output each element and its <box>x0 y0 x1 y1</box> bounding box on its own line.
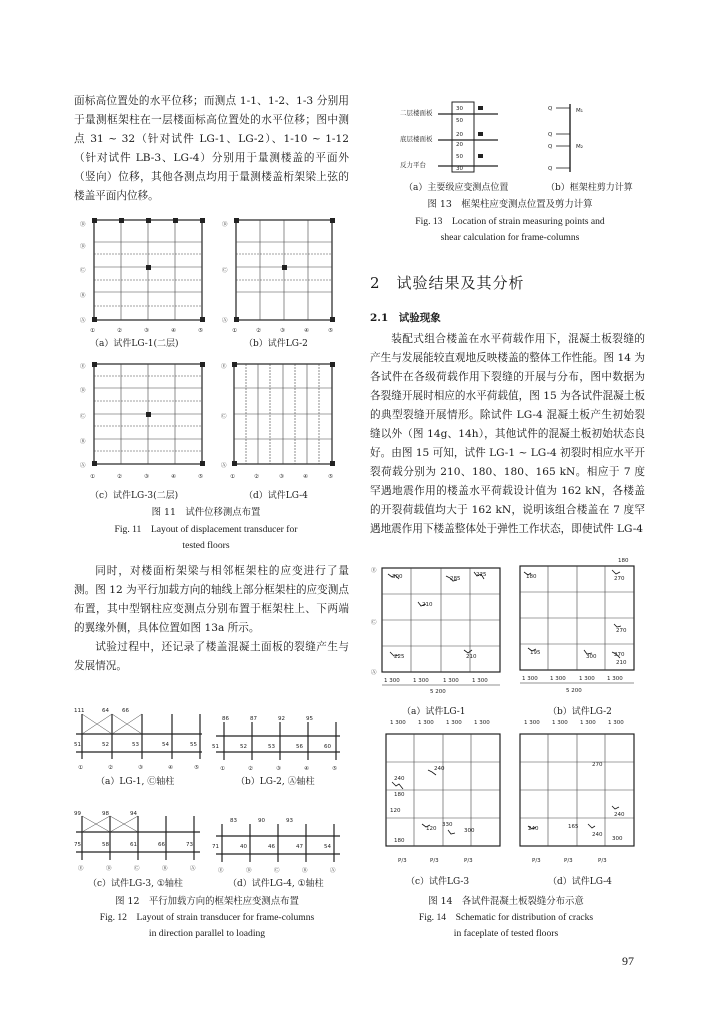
fig14-sub-a: （a）试件LG-1 <box>402 707 466 717</box>
figure-14-a <box>368 562 508 700</box>
svg-text:②: ② <box>117 328 122 334</box>
svg-text:1 300: 1 300 <box>524 720 540 726</box>
paragraph: 试验过程中，还记录了楼盖混凝土面板的裂缝产生与发展情况。 <box>74 641 349 672</box>
svg-text:210: 210 <box>616 660 627 666</box>
svg-text:225: 225 <box>394 654 405 660</box>
svg-text:270: 270 <box>614 576 625 582</box>
svg-text:300: 300 <box>392 574 403 580</box>
svg-text:1 300: 1 300 <box>552 720 568 726</box>
svg-text:64: 64 <box>102 708 109 714</box>
svg-text:93: 93 <box>286 818 293 824</box>
svg-text:1 300: 1 300 <box>418 720 434 726</box>
svg-text:Ⓒ: Ⓒ <box>221 414 227 420</box>
svg-text:M₂: M₂ <box>576 144 583 150</box>
svg-text:92: 92 <box>278 716 285 722</box>
svg-text:225: 225 <box>476 572 487 578</box>
section-heading: 2 试验结果及其分析 <box>370 274 525 292</box>
svg-text:Ⓒ: Ⓒ <box>222 268 228 274</box>
fig13-caption-en-2: shear calculation for frame-columns <box>440 232 580 243</box>
svg-text:47: 47 <box>296 844 303 850</box>
svg-text:180: 180 <box>394 838 405 844</box>
svg-text:61: 61 <box>130 842 137 848</box>
svg-text:②: ② <box>117 474 122 480</box>
svg-text:④: ④ <box>304 766 309 772</box>
svg-text:①: ① <box>78 765 83 771</box>
svg-text:③: ③ <box>144 474 149 480</box>
fig13-caption-cn: 图 13 框架柱应变测点位置及剪力计算 <box>427 199 593 210</box>
fig13-label-pedestal: 反力平台 <box>400 161 426 169</box>
svg-text:Ⓐ: Ⓐ <box>80 463 86 469</box>
svg-text:285: 285 <box>450 576 461 582</box>
svg-text:1 300: 1 300 <box>580 720 596 726</box>
svg-text:1 300: 1 300 <box>390 720 406 726</box>
svg-text:83: 83 <box>230 818 237 824</box>
svg-text:270: 270 <box>616 628 627 634</box>
svg-text:1 300: 1 300 <box>550 676 566 682</box>
svg-text:51: 51 <box>74 742 81 748</box>
svg-text:330: 330 <box>442 822 453 828</box>
svg-text:P/3: P/3 <box>464 858 473 864</box>
svg-text:Ⓒ: Ⓒ <box>274 868 280 874</box>
svg-text:④: ④ <box>303 474 308 480</box>
svg-text:⑤: ⑤ <box>198 474 203 480</box>
svg-text:94: 94 <box>130 811 137 817</box>
svg-text:210: 210 <box>422 602 433 608</box>
fig12-caption-en-1: Fig. 12 Layout of strain transducer for frame-columns <box>99 912 315 923</box>
svg-text:40: 40 <box>240 844 247 850</box>
fig12-sub-a: （a）LG-1, Ⓒ轴柱 <box>96 777 175 787</box>
svg-text:⑤: ⑤ <box>194 765 199 771</box>
svg-text:Q: Q <box>548 106 553 112</box>
figure-11-b <box>218 212 338 334</box>
svg-text:73: 73 <box>186 842 193 848</box>
svg-text:Ⓒ: Ⓒ <box>371 620 377 626</box>
right-body-text <box>370 330 645 539</box>
svg-text:30: 30 <box>456 166 463 172</box>
svg-text:Ⓔ: Ⓔ <box>371 568 377 574</box>
figure-12-d <box>210 816 342 874</box>
fig14-caption-en-2: in faceplate of tested floors <box>453 928 559 939</box>
svg-text:53: 53 <box>268 744 275 750</box>
svg-text:240: 240 <box>528 826 539 832</box>
svg-text:Ⓓ: Ⓓ <box>246 868 252 874</box>
svg-text:66: 66 <box>122 708 129 714</box>
svg-text:Ⓓ: Ⓓ <box>222 222 228 228</box>
svg-text:1 300: 1 300 <box>443 678 459 684</box>
svg-text:53: 53 <box>132 742 139 748</box>
svg-text:Ⓐ: Ⓐ <box>190 866 196 872</box>
left-mid-text <box>74 562 349 676</box>
svg-text:②: ② <box>248 766 253 772</box>
svg-text:Ⓓ: Ⓓ <box>106 866 112 872</box>
fig12-sub-c: （c）试件LG-3, ①轴柱 <box>88 879 183 889</box>
fig13-sub-a: （a）主要级应变测点位置 <box>404 183 509 193</box>
svg-text:Ⓒ: Ⓒ <box>80 414 86 420</box>
figure-14-b <box>508 552 642 700</box>
svg-text:58: 58 <box>102 842 109 848</box>
fig14-sub-d: （d）试件LG-4 <box>548 877 612 887</box>
svg-text:50: 50 <box>456 154 463 160</box>
svg-text:Ⓐ: Ⓐ <box>222 318 228 324</box>
svg-text:5 200: 5 200 <box>430 689 446 695</box>
svg-text:①: ① <box>90 328 95 334</box>
svg-text:46: 46 <box>268 844 275 850</box>
svg-text:Ⓐ: Ⓐ <box>80 318 86 324</box>
svg-text:⑤: ⑤ <box>328 328 333 334</box>
svg-text:1 300: 1 300 <box>607 676 623 682</box>
svg-text:98: 98 <box>102 811 109 817</box>
fig14-sub-c: （c）试件LG-3 <box>406 877 470 887</box>
svg-text:P/3: P/3 <box>598 858 607 864</box>
svg-text:195: 195 <box>530 650 541 656</box>
svg-text:20: 20 <box>456 142 463 148</box>
svg-text:③: ③ <box>144 328 149 334</box>
fig13-sub-b: （b）框架柱剪力计算 <box>546 183 633 193</box>
figure-14-d <box>508 716 642 870</box>
svg-text:90: 90 <box>258 818 265 824</box>
svg-text:③: ③ <box>276 766 281 772</box>
fig11-sub-d: （d）试件LG-4 <box>244 491 308 501</box>
svg-text:87: 87 <box>250 716 257 722</box>
figure-12-c <box>72 808 204 874</box>
svg-text:75: 75 <box>74 842 81 848</box>
svg-text:⑤: ⑤ <box>328 474 333 480</box>
svg-text:Ⓓ: Ⓓ <box>80 244 86 250</box>
svg-text:Q: Q <box>548 166 553 172</box>
svg-text:⑤: ⑤ <box>332 766 337 772</box>
svg-text:Q: Q <box>548 144 553 150</box>
svg-text:180: 180 <box>526 574 537 580</box>
svg-text:55: 55 <box>190 742 197 748</box>
figure-11-a <box>72 212 210 334</box>
svg-text:P/3: P/3 <box>532 858 541 864</box>
page-number: 97 <box>622 954 634 968</box>
svg-text:52: 52 <box>240 744 247 750</box>
subsection-heading: 2.1 试验现象 <box>370 312 441 324</box>
fig11-sub-a: （a）试件LG-1(二层) <box>90 339 179 349</box>
svg-text:270: 270 <box>592 762 603 768</box>
svg-text:99: 99 <box>74 811 81 817</box>
svg-text:Ⓐ: Ⓐ <box>371 670 377 676</box>
figure-11-c <box>72 350 210 482</box>
svg-text:Ⓔ: Ⓔ <box>80 364 86 370</box>
svg-text:54: 54 <box>162 742 169 748</box>
svg-text:111: 111 <box>74 708 85 714</box>
svg-text:180: 180 <box>394 792 405 798</box>
svg-text:120: 120 <box>390 808 401 814</box>
fig12-sub-b: （b）LG-2, Ⓐ轴柱 <box>236 777 315 787</box>
svg-text:①: ① <box>90 474 95 480</box>
paragraph: 同时，对楼面桁架梁与相邻框架柱的应变进行了量测。图 12 为平行加载方向的轴线上部分框架柱的应变测点布置，其中型钢柱应变测点分别布置于框架柱上、下两端的翼缘外侧，具体位置如图 13a 所示。 <box>74 565 349 634</box>
svg-text:Q: Q <box>548 132 553 138</box>
svg-text:60: 60 <box>324 744 331 750</box>
svg-text:270: 270 <box>614 652 625 658</box>
figure-14-c <box>368 716 508 870</box>
svg-text:50: 50 <box>456 118 463 124</box>
svg-text:1 300: 1 300 <box>579 676 595 682</box>
svg-text:④: ④ <box>171 474 176 480</box>
svg-text:95: 95 <box>306 716 313 722</box>
svg-text:Ⓓ: Ⓓ <box>80 388 86 394</box>
fig12-caption-cn: 图 12 平行加载方向的框架柱应变测点布置 <box>115 896 299 907</box>
svg-text:Ⓐ: Ⓐ <box>221 463 227 469</box>
svg-text:51: 51 <box>212 744 219 750</box>
fig13-label-ground: 底层楼面板 <box>400 135 433 143</box>
svg-text:④: ④ <box>304 328 309 334</box>
svg-text:②: ② <box>256 328 261 334</box>
svg-text:③: ③ <box>279 474 284 480</box>
figure-12-a <box>72 704 204 772</box>
svg-text:④: ④ <box>171 328 176 334</box>
svg-text:Ⓑ: Ⓑ <box>80 293 86 299</box>
svg-text:300: 300 <box>464 828 475 834</box>
paragraph: 面标高位置处的水平位移；而测点 1-1、1-2、1-3 分别用于量测框架柱在一层楼面标高位置处的水平位移；图中测点 31 ~ 32（针对试件 LG-1、LG-2）、1-10 ~ 1-12（针对试件 LB-3、LG-4）分别用于量测楼盖的平面外（竖向）位移，其他各测点均用于量测楼盖桁架梁上弦的楼盖平面内位移。 <box>74 95 349 202</box>
svg-text:56: 56 <box>296 744 303 750</box>
svg-text:1 300: 1 300 <box>472 678 488 684</box>
svg-text:1 300: 1 300 <box>384 678 400 684</box>
svg-text:71: 71 <box>212 844 219 850</box>
svg-text:Ⓐ: Ⓐ <box>330 868 336 874</box>
svg-text:Ⓑ: Ⓑ <box>80 439 86 445</box>
svg-text:1 300: 1 300 <box>608 720 624 726</box>
svg-text:20: 20 <box>456 132 463 138</box>
svg-text:Ⓔ: Ⓔ <box>78 866 84 872</box>
svg-text:240: 240 <box>434 766 445 772</box>
svg-text:Ⓔ: Ⓔ <box>221 364 227 370</box>
paragraph: 装配式组合楼盖在水平荷载作用下，混凝土板裂缝的产生与发展能较直观地反映楼盖的整体工作性能。图 14 为各试件在各级荷载作用下裂缝的开展与分布，图中数据为各裂缝开展时相应的水平荷载值，图 15 为各试件混凝土板的典型裂缝开展情形。除试件 LG-4 混凝土板产生初始裂缝以外（图 14g、14h），其他试件的混凝土板初始状态良好。由图 15 可知，试件 LG-1 ~ LG-4 初裂时相应水平开裂荷载分别为 210、180、180、165 kN。相应于 7 度罕遇地震作用的楼盖水平荷载设计值为 162 kN，各楼盖的开裂荷载值均大于 162 kN，说明该组合楼盖在 7 度罕遇地震作用下楼盖整体处于弹性工作状态，即使试件 LG-4 <box>370 333 645 535</box>
svg-text:Ⓑ: Ⓑ <box>162 866 168 872</box>
svg-text:1 300: 1 300 <box>474 720 490 726</box>
svg-text:③: ③ <box>138 765 143 771</box>
fig13-caption-en-1: Fig. 13 Location of strain measuring points and <box>415 216 605 227</box>
svg-text:P/3: P/3 <box>564 858 573 864</box>
fig11-caption-en-2: tested floors <box>182 540 230 551</box>
svg-text:⑤: ⑤ <box>198 328 203 334</box>
svg-text:Ⓒ: Ⓒ <box>80 268 86 274</box>
svg-text:54: 54 <box>324 844 331 850</box>
svg-text:1 300: 1 300 <box>522 676 538 682</box>
svg-text:30: 30 <box>456 106 463 112</box>
fig11-caption-en-1: Fig. 11 Layout of displacement transducer for <box>114 524 298 535</box>
fig12-sub-d: （d）试件LG-4, ①轴柱 <box>228 879 324 889</box>
fig11-caption-cn: 图 11 试件位移测点布置 <box>151 507 261 518</box>
fig13-label-floor: 二层楼面板 <box>400 109 433 117</box>
svg-text:④: ④ <box>168 765 173 771</box>
svg-text:66: 66 <box>158 842 165 848</box>
svg-text:210: 210 <box>466 654 477 660</box>
fig11-sub-b: （b）试件LG-2 <box>244 339 308 349</box>
svg-text:P/3: P/3 <box>430 858 439 864</box>
svg-text:①: ① <box>230 474 235 480</box>
svg-text:②: ② <box>108 765 113 771</box>
svg-text:③: ③ <box>280 328 285 334</box>
svg-text:Ⓔ: Ⓔ <box>218 868 224 874</box>
svg-text:120: 120 <box>426 826 437 832</box>
svg-text:①: ① <box>232 328 237 334</box>
fig11-sub-c: （c）试件LG-3(二层) <box>90 491 179 501</box>
figure-13-b <box>546 98 614 176</box>
svg-text:①: ① <box>220 766 225 772</box>
fig12-caption-en-2: in direction parallel to loading <box>148 928 266 939</box>
svg-text:Ⓓ: Ⓓ <box>80 222 86 228</box>
figure-11-d <box>218 350 338 482</box>
fig14-caption-cn: 图 14 各试件混凝土板裂缝分布示意 <box>428 896 584 907</box>
fig14-caption-en-1: Fig. 14 Schematic for distribution of cracks <box>418 912 594 923</box>
svg-text:300: 300 <box>586 654 597 660</box>
svg-text:②: ② <box>254 474 259 480</box>
svg-text:240: 240 <box>592 832 603 838</box>
svg-text:5 200: 5 200 <box>566 688 582 694</box>
fig14-sub-b: （b）试件LG-2 <box>548 707 612 717</box>
svg-text:165: 165 <box>568 824 579 830</box>
svg-text:P/3: P/3 <box>398 858 407 864</box>
svg-text:52: 52 <box>102 742 109 748</box>
svg-text:Ⓒ: Ⓒ <box>134 866 140 872</box>
svg-text:240: 240 <box>394 776 405 782</box>
svg-text:1 300: 1 300 <box>446 720 462 726</box>
svg-text:86: 86 <box>222 716 229 722</box>
left-intro-text <box>74 92 349 206</box>
svg-text:M₁: M₁ <box>576 108 583 114</box>
svg-text:300: 300 <box>612 836 623 842</box>
svg-text:Ⓑ: Ⓑ <box>302 868 308 874</box>
svg-text:180: 180 <box>618 558 629 564</box>
figure-12-b <box>210 714 342 772</box>
svg-text:240: 240 <box>614 812 625 818</box>
svg-text:1 300: 1 300 <box>413 678 429 684</box>
